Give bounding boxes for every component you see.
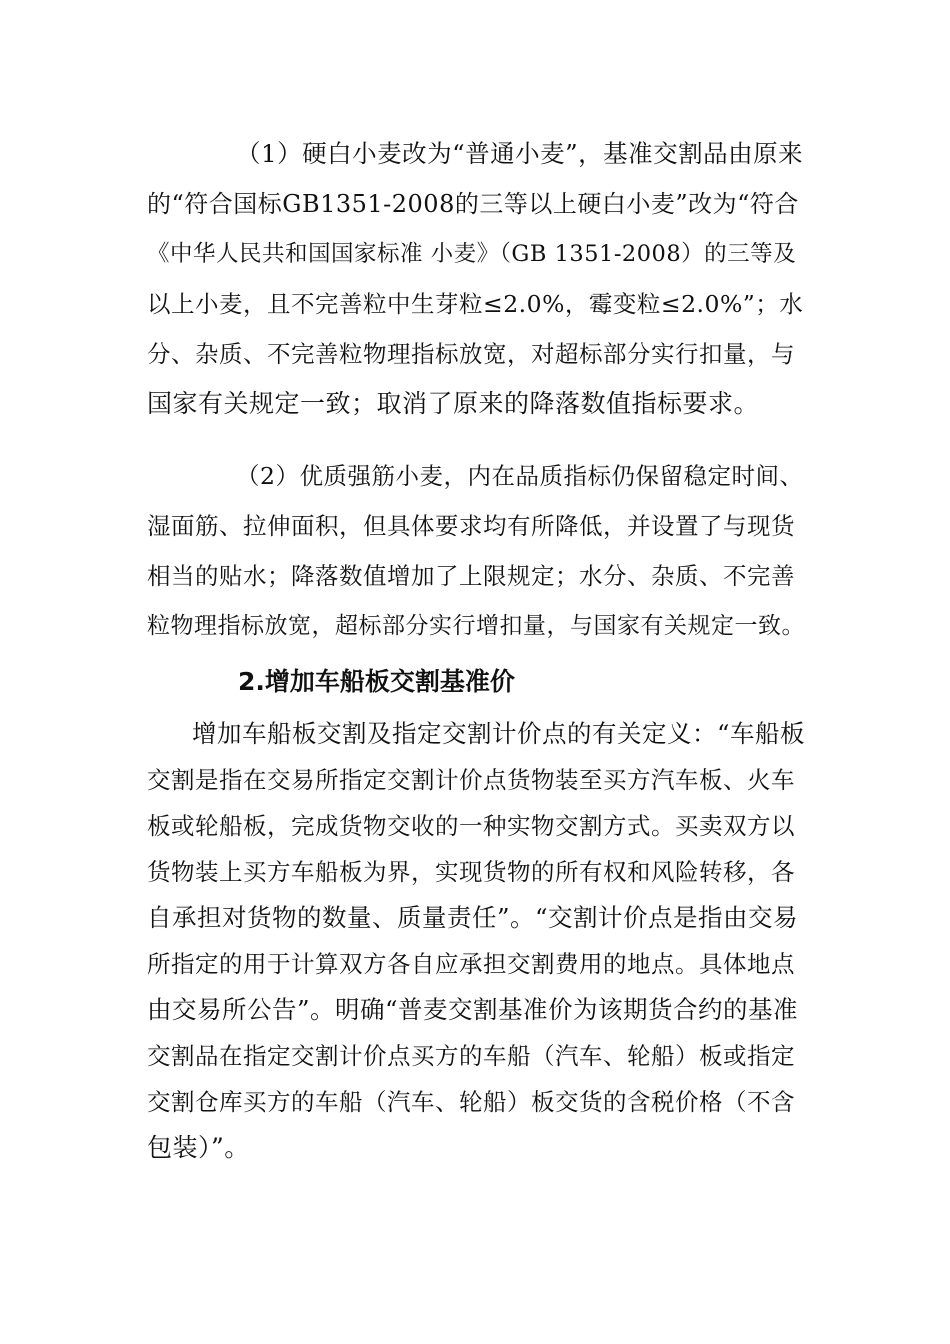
paragraph-1-line-5: 分、杂质、不完善粒物理指标放宽，对超标部分实行扣量，与	[147, 340, 795, 368]
section-2-heading: 2.增加车船板交割基准价	[238, 667, 515, 696]
paragraph-2-line-4: 粒物理指标放宽，超标部分实行增扣量，与国家有关规定一致。	[147, 613, 805, 639]
paragraph-1-line-4: 以上小麦，且不完善粒中生芽粒≤2.0%，霉变粒≤2.0%”；水	[147, 290, 804, 318]
section-2-line-10: 包装）”。	[147, 1133, 250, 1162]
section-2-line-7: 由交易所公告”。明确“普麦交割基准价为该期货合约的基准	[147, 995, 799, 1024]
paragraph-2-line-3: 相当的贴水；降落数值增加了上限规定；水分、杂质、不完善	[147, 562, 795, 590]
section-2-line-4: 货物装上买方车船板为界，实现货物的所有权和风险转移，各	[147, 858, 795, 886]
paragraph-1-line-6: 国家有关规定一致；取消了原来的降落数值指标要求。	[147, 389, 760, 418]
section-2-line-1: 增加车船板交割及指定交割计价点的有关定义：“车船板	[192, 719, 806, 748]
paragraph-1-line-1: （1）硬白小麦改为“普通小麦”，基准交割品由原来	[236, 139, 804, 168]
paragraph-1-line-3: 《中华人民共和国国家标准 小麦》（GB 1351-2008）的三等及	[147, 241, 797, 267]
section-2-line-8: 交割品在指定交割计价点买方的车船（汽车、轮船）板或指定	[147, 1042, 795, 1070]
paragraph-2-line-1: （2）优质强筋小麦，内在品质指标仍保留稳定时间、	[236, 462, 804, 490]
section-2-line-6: 所指定的用于计算双方各自应承担交割费用的地点。具体地点	[147, 950, 795, 978]
section-2-line-3: 板或轮船板，完成货物交收的一种实物交割方式。买卖双方以	[147, 812, 795, 840]
section-2-line-2: 交割是指在交易所指定交割计价点货物装至买方汽车板、火车	[147, 766, 795, 794]
section-2-line-9: 交割仓库买方的车船（汽车、轮船）板交货的含税价格（不含	[147, 1088, 795, 1116]
section-2-line-5: 自承担对货物的数量、质量责任”。“交割计价点是指由交易	[147, 903, 799, 932]
paragraph-1-line-2: 的“符合国标GB1351-2008的三等以上硬白小麦”改为“符合	[147, 190, 799, 218]
paragraph-2-line-2: 湿面筋、拉伸面积，但具体要求均有所降低，并设置了与现货	[147, 512, 795, 540]
